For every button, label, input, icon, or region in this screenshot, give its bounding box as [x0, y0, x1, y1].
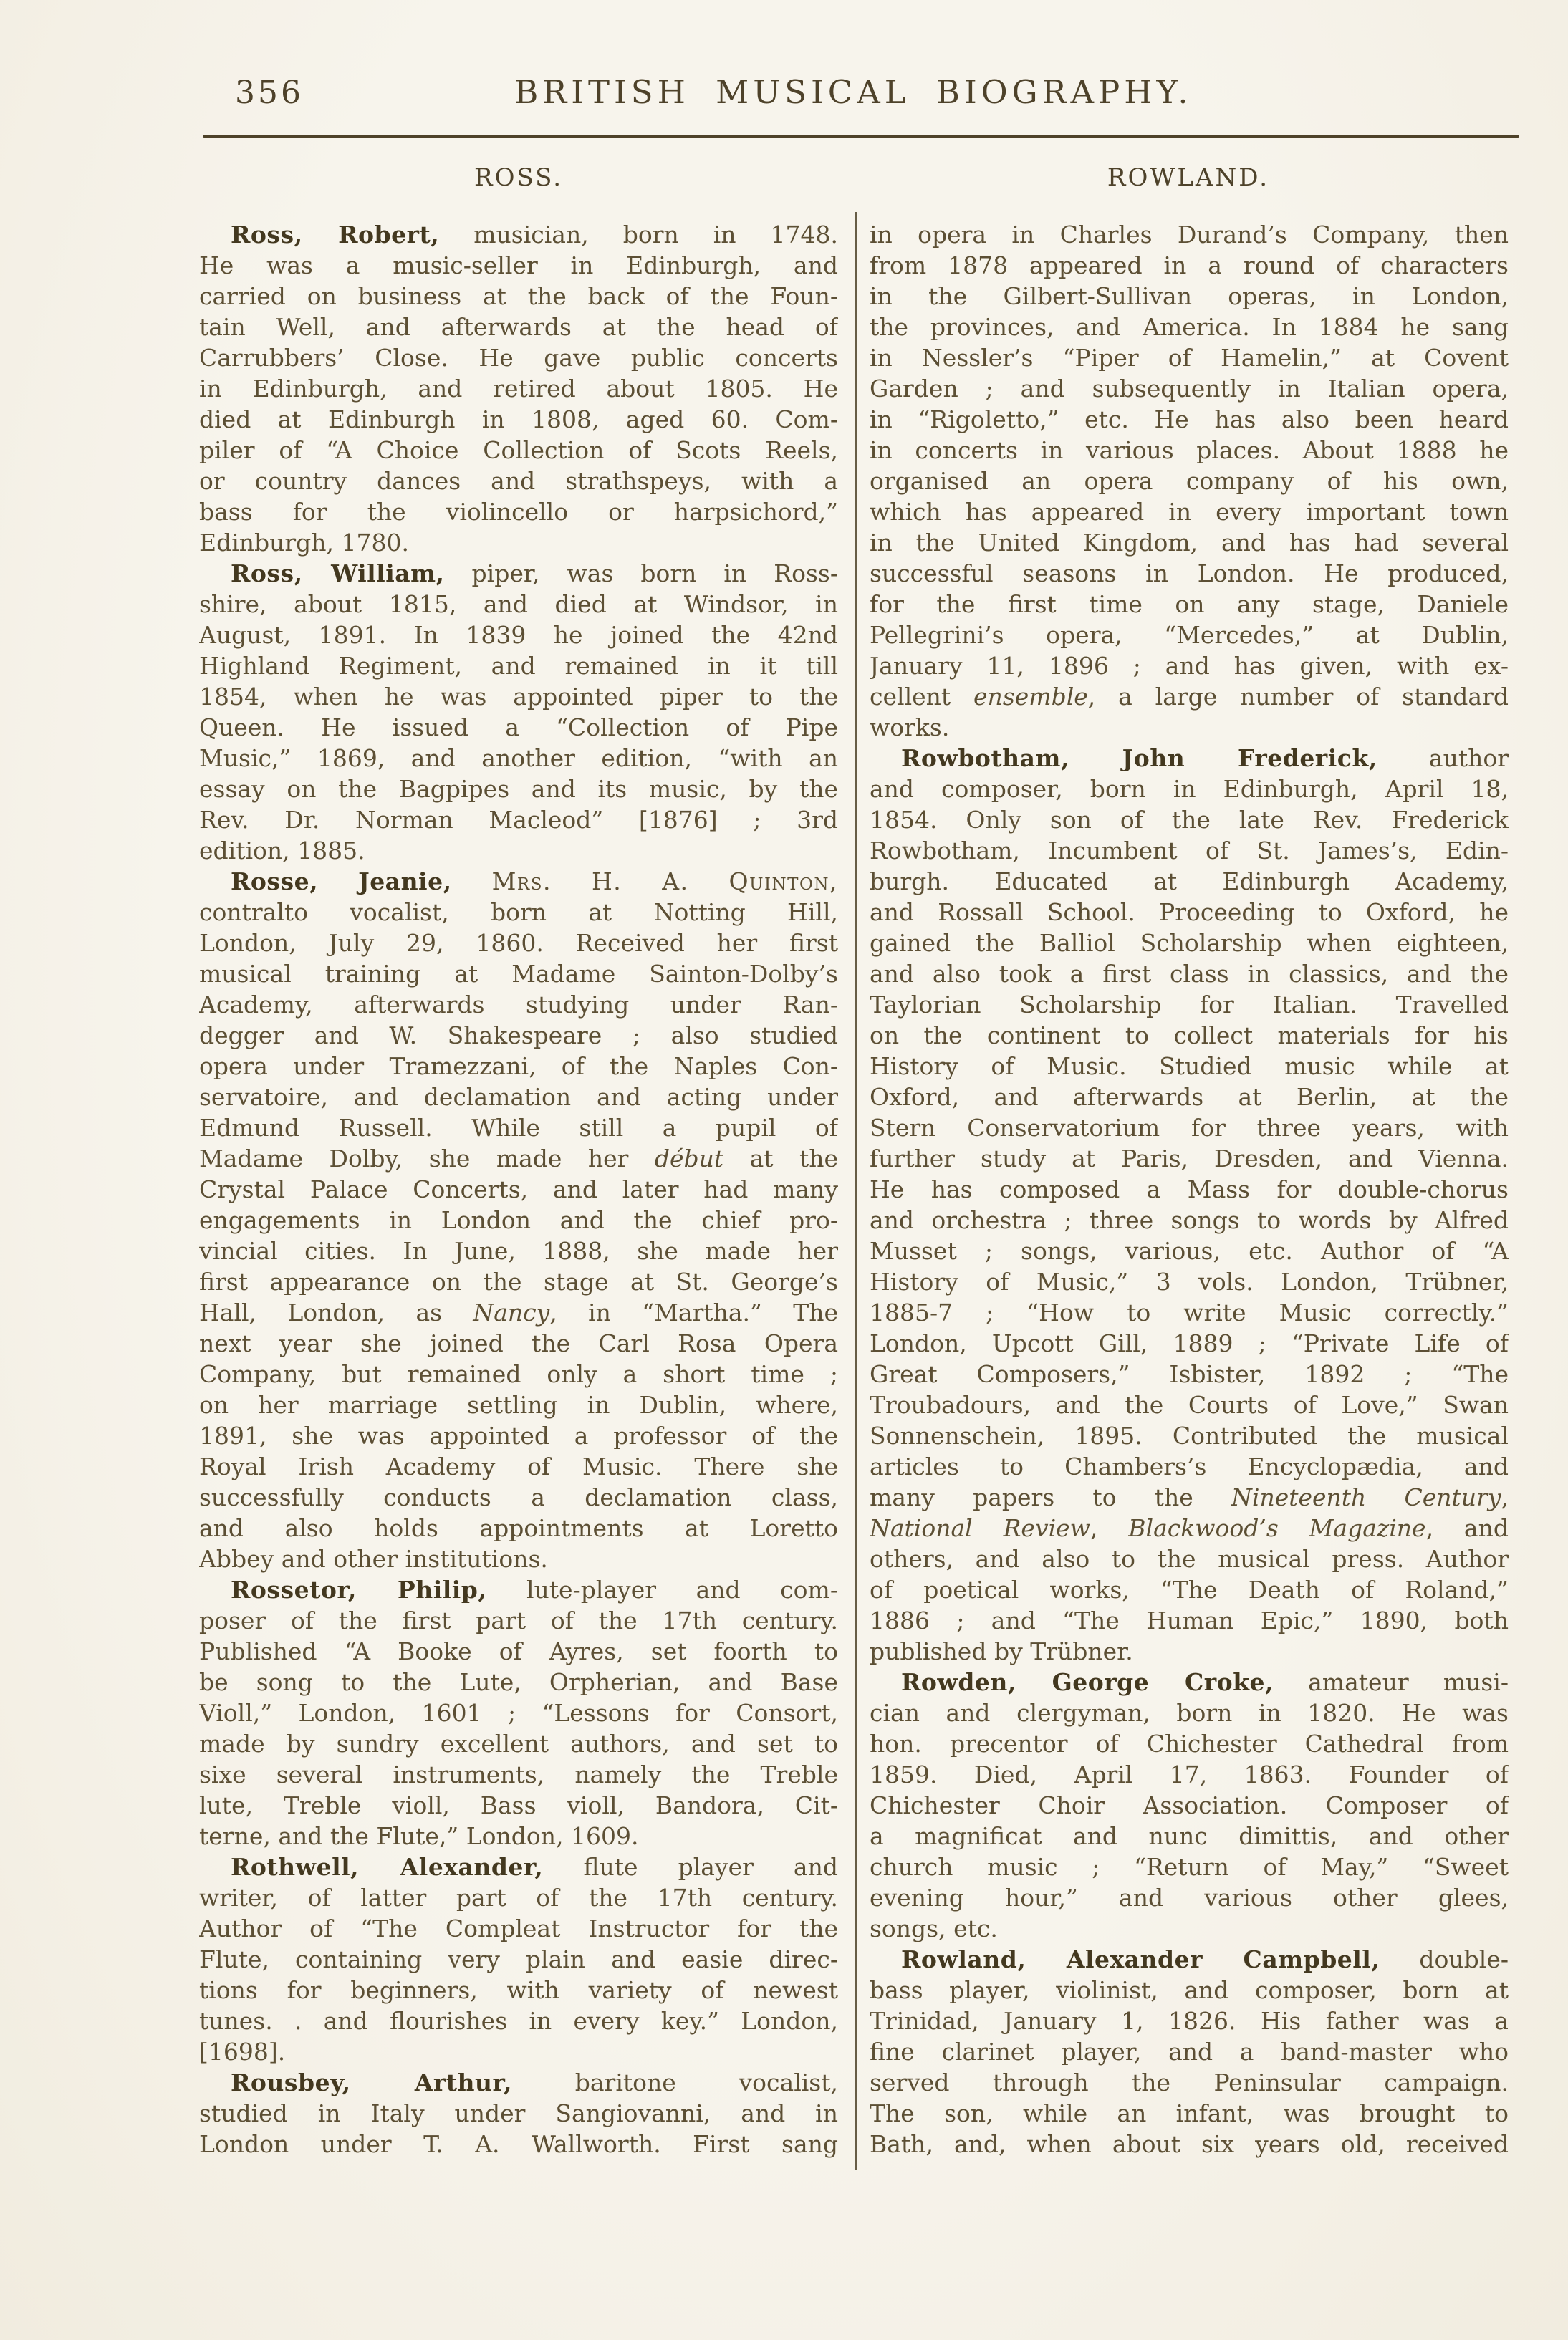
- text-line: [870, 1205, 1509, 1236]
- entry-text: lute, Treble violl, Bass violl, Bandora, Cit-: [199, 1791, 838, 1819]
- entry-name: Rowbotham, John Frederick,: [901, 744, 1377, 772]
- text-line: [199, 1513, 838, 1544]
- text-line: [870, 928, 1509, 958]
- entry-text: Flute, containing very plain and easie direc-: [199, 1945, 838, 1973]
- text-line: [199, 558, 838, 589]
- entry-name: Ross, Robert,: [231, 221, 440, 249]
- text-line: [870, 1236, 1509, 1266]
- entry-text: He was a music-seller in Edinburgh, and: [199, 251, 838, 279]
- entry-text: church music ; “Return of May,” “Sweet: [870, 1853, 1509, 1881]
- entry-text: Highland Regiment, and remained in it till: [199, 652, 838, 680]
- text-line: [870, 2036, 1509, 2067]
- text-line: [199, 620, 838, 650]
- entry-text: in Nessler’s “Piper of Hamelin,” at Covent: [870, 344, 1509, 372]
- text-line: [870, 404, 1509, 435]
- text-line: [870, 589, 1509, 620]
- text-line: [199, 281, 838, 312]
- entry-text: first appearance on the stage at St. George’s: [199, 1268, 838, 1296]
- entry-text: Music,” 1869, and another edition, “with an: [199, 744, 838, 772]
- text-line: [870, 681, 1509, 712]
- text-line: [870, 1944, 1509, 1975]
- entry-text: Crystal Palace Concerts, and later had many: [199, 1175, 838, 1203]
- text-line: [870, 1759, 1509, 1790]
- entry-text: 1885-7 ; “How to write Music correctly.”: [870, 1299, 1509, 1327]
- text-line: [870, 1297, 1509, 1328]
- entry-text: History of Music,” 3 vols. London, Trübner,: [870, 1268, 1509, 1296]
- text-line: [870, 527, 1509, 558]
- text-line: [870, 312, 1509, 342]
- entry-text: carried on business at the back of the Foun-: [199, 282, 838, 310]
- entry-text: piper, was born in Ross-: [444, 559, 838, 587]
- entry-text: in Edinburgh, and retired about 1805. He: [199, 375, 838, 403]
- entry-text: a magnificat and nunc dimittis, and other: [870, 1822, 1509, 1850]
- text-line: [870, 435, 1509, 466]
- text-line: [870, 1482, 1509, 1513]
- biography-entry: [870, 1667, 1509, 1944]
- entry-text: Bath, and, when about six years old, received: [870, 2130, 1509, 2158]
- entry-text: in “Rigoletto,” etc. He has also been heard: [870, 405, 1509, 433]
- text-line: [870, 1544, 1509, 1574]
- text-line: [199, 1852, 838, 1882]
- text-line: [870, 835, 1509, 866]
- entry-text: burgh. Educated at Edinburgh Academy,: [870, 867, 1509, 895]
- text-line: [199, 743, 838, 774]
- entry-text: cellent: [870, 683, 974, 711]
- text-line: [870, 774, 1509, 804]
- text-line: [870, 1420, 1509, 1451]
- entry-text: , a large number of standard: [1087, 683, 1509, 711]
- text-line: [870, 1020, 1509, 1051]
- text-line: [199, 404, 838, 435]
- entry-text: ensemble: [973, 683, 1088, 711]
- column-divider: [855, 212, 857, 2170]
- entry-text: essay on the Bagpipes and its music, by the: [199, 775, 838, 803]
- text-line: [870, 1174, 1509, 1205]
- entry-text: Chichester Choir Association. Composer of: [870, 1791, 1509, 1819]
- entry-name: Rosse, Jeanie,: [231, 867, 452, 895]
- entry-text: for the first time on any stage, Daniele: [870, 590, 1509, 618]
- entry-text: Hall, London, as: [199, 1299, 473, 1327]
- entry-text: from 1878 appeared in a round of characters: [870, 251, 1509, 279]
- text-line: [870, 219, 1509, 250]
- text-line: [870, 866, 1509, 897]
- text-line: [870, 1266, 1509, 1297]
- entry-text: Rev. Dr. Norman Macleod” [1876] ; 3rd: [199, 806, 838, 834]
- running-head-left: ROSS.: [473, 163, 564, 192]
- entry-text: and composer, born in Edinburgh, April 18,: [870, 775, 1509, 803]
- entry-text: articles to Chambers’s Encyclopædia, and: [870, 1453, 1509, 1480]
- entry-text: which has appeared in every important town: [870, 498, 1509, 526]
- text-line: [870, 1451, 1509, 1482]
- entry-text: Royal Irish Academy of Music. There she: [199, 1453, 838, 1480]
- entry-text: [1698].: [199, 2038, 286, 2066]
- text-line: [870, 1359, 1509, 1390]
- text-line: [870, 1667, 1509, 1698]
- text-line: [199, 2036, 838, 2067]
- text-line: [199, 712, 838, 743]
- entry-text: Author of “The Compleat Instructor for the: [199, 1915, 838, 1942]
- text-line: [870, 804, 1509, 835]
- entry-text: contralto vocalist, born at Notting Hill,: [199, 898, 838, 926]
- text-line: [199, 1051, 838, 1082]
- text-line: [199, 219, 838, 250]
- entry-text: Musset ; songs, various, etc. Author of “A: [870, 1237, 1509, 1265]
- text-line: [199, 835, 838, 866]
- entry-text: opera under Tramezzani, of the Naples Con-: [199, 1052, 838, 1080]
- entry-text: sixe several instruments, namely the Treble: [199, 1761, 838, 1788]
- entry-text: piler of “A Choice Collection of Scots Reels,: [199, 436, 838, 464]
- entry-text: musical training at Madame Sainton-Dolby’s: [199, 960, 838, 988]
- entry-name: Ross, William,: [231, 559, 445, 587]
- text-line: [870, 496, 1509, 527]
- entry-text: and also holds appointments at Loretto: [199, 1514, 838, 1542]
- text-line: [870, 1082, 1509, 1112]
- entry-text: of poetical works, “The Death of Roland,”: [870, 1576, 1509, 1604]
- text-line: [199, 1451, 838, 1482]
- entry-text: author: [1377, 744, 1509, 772]
- entry-text: début: [654, 1145, 724, 1173]
- text-line: [199, 1482, 838, 1513]
- entry-text: Company, but remained only a short time ;: [199, 1360, 838, 1388]
- entry-text: next year she joined the Carl Rosa Opera: [199, 1329, 838, 1357]
- page-title: BRITISH MUSICAL BIOGRAPHY.: [514, 73, 1193, 111]
- text-line: [199, 589, 838, 620]
- entry-text: terne, and the Flute,” London, 1609.: [199, 1822, 639, 1850]
- entry-text: ,: [1501, 1483, 1509, 1511]
- entry-text: bass player, violinist, and composer, born at: [870, 1976, 1509, 2004]
- biography-entry: [870, 219, 1509, 743]
- text-line: [870, 1605, 1509, 1636]
- entry-text: shire, about 1815, and died at Windsor, in: [199, 590, 838, 618]
- text-line: [199, 1821, 838, 1852]
- text-line: [199, 527, 838, 558]
- entry-text: Violl,” London, 1601 ; “Lessons for Consort,: [199, 1699, 838, 1727]
- text-line: [199, 774, 838, 804]
- entry-text: others, and also to the musical press. Author: [870, 1545, 1509, 1573]
- text-line: [199, 804, 838, 835]
- text-line: [199, 1790, 838, 1821]
- text-line: [870, 466, 1509, 496]
- entry-text: fine clarinet player, and a band-master who: [870, 2038, 1509, 2066]
- text-line: [870, 1882, 1509, 1913]
- entry-text: The son, while an infant, was brought to: [870, 2099, 1509, 2127]
- entry-text: songs, etc.: [870, 1915, 998, 1942]
- entry-text: on her marriage settling in Dublin, where,: [199, 1391, 838, 1419]
- entry-text: gained the Balliol Scholarship when eighteen,: [870, 929, 1509, 957]
- text-line: [199, 1759, 838, 1790]
- entry-text: in opera in Charles Durand’s Company, then: [870, 221, 1509, 249]
- entry-text: made by sundry excellent authors, and set to: [199, 1730, 838, 1758]
- entry-text: Rowbotham, Incumbent of St. James’s, Edin-: [870, 837, 1509, 865]
- text-line: [199, 897, 838, 928]
- text-line: [199, 1266, 838, 1297]
- text-line: [199, 466, 838, 496]
- entry-text: organised an opera company of his own,: [870, 467, 1509, 495]
- text-line: [870, 2098, 1509, 2129]
- text-line: [199, 1328, 838, 1359]
- entry-name: Rossetor, Philip,: [231, 1576, 487, 1604]
- entry-text: bass for the violincello or harpsichord,”: [199, 498, 838, 526]
- text-line: [199, 1143, 838, 1174]
- entry-name: Rowden, George Croke,: [901, 1668, 1274, 1696]
- entry-text: Blackwood’s Magazine: [1128, 1514, 1426, 1542]
- text-line: [199, 1698, 838, 1728]
- entry-text: London, July 29, 1860. Received her first: [199, 929, 838, 957]
- entry-text: at the: [723, 1145, 838, 1173]
- entry-text: works.: [870, 713, 950, 741]
- text-line: [870, 1821, 1509, 1852]
- entry-text: in the Gilbert-Sullivan operas, in London,: [870, 282, 1509, 310]
- text-line: [199, 1728, 838, 1759]
- text-line: [870, 2006, 1509, 2036]
- entry-text: served through the Peninsular campaign.: [870, 2069, 1509, 2096]
- entry-text: January 11, 1896 ; and has given, with ex-: [870, 652, 1509, 680]
- text-line: [870, 1051, 1509, 1082]
- entry-text: tions for beginners, with variety of newest: [199, 1976, 838, 2004]
- entry-text: baritone vocalist,: [512, 2069, 838, 2096]
- text-line: [199, 496, 838, 527]
- biography-entry: [199, 1574, 838, 1852]
- entry-text: further study at Paris, Dresden, and Vienna.: [870, 1145, 1509, 1173]
- entry-text: successfully conducts a declamation class,: [199, 1483, 838, 1511]
- text-line: [199, 928, 838, 958]
- text-line: [870, 1790, 1509, 1821]
- entry-text: and orchestra ; three songs to words by Alfred: [870, 1206, 1509, 1234]
- text-line: [199, 1236, 838, 1266]
- text-line: [199, 2067, 838, 2098]
- text-line: [199, 650, 838, 681]
- text-line: [870, 1574, 1509, 1605]
- running-head-right: ROWLAND.: [1107, 163, 1270, 192]
- text-line: [870, 1143, 1509, 1174]
- entry-text: London under T. A. Wallworth. First sang: [199, 2130, 838, 2158]
- biography-entry: [199, 219, 838, 558]
- text-line: [870, 2067, 1509, 2098]
- text-line: [870, 2129, 1509, 2160]
- entry-text: Madame Dolby, she made her: [199, 1145, 655, 1173]
- text-line: [199, 250, 838, 281]
- entry-text: Great Composers,” Isbister, 1892 ; “The: [870, 1360, 1509, 1388]
- text-line: [199, 1112, 838, 1143]
- entry-text: many papers to the: [870, 1483, 1232, 1511]
- text-line: [870, 373, 1509, 404]
- entry-text: Troubadours, and the Courts of Love,” Swan: [870, 1391, 1509, 1419]
- entry-text: Sonnenschein, 1895. Contributed the musical: [870, 1422, 1509, 1450]
- biography-entry: [199, 1852, 838, 2067]
- column-right: [870, 219, 1509, 2160]
- entry-text: 1859. Died, April 17, 1863. Founder of: [870, 1761, 1509, 1788]
- entry-text: Edmund Russell. While still a pupil of: [199, 1114, 838, 1142]
- text-line: [870, 1513, 1509, 1544]
- text-line: [870, 712, 1509, 743]
- entry-text: tunes. . and flourishes in every key.” London,: [199, 2007, 838, 2035]
- entry-text: be song to the Lute, Orpherian, and Base: [199, 1668, 838, 1696]
- entry-text: engagements in London and the chief pro-: [199, 1206, 838, 1234]
- entry-text: published by Trübner.: [870, 1637, 1133, 1665]
- text-line: [870, 620, 1509, 650]
- biography-entry: [199, 558, 838, 866]
- text-line: [199, 1082, 838, 1112]
- text-line: [870, 650, 1509, 681]
- biography-entry: [870, 1944, 1509, 2160]
- entry-text: studied in Italy under Sangiovanni, and in: [199, 2099, 838, 2127]
- text-line: [870, 958, 1509, 989]
- entry-text: writer, of latter part of the 17th century.: [199, 1884, 838, 1912]
- text-line: [870, 989, 1509, 1020]
- entry-text: Mrs. H. A. Quinton,: [451, 867, 838, 895]
- text-line: [199, 989, 838, 1020]
- entry-text: vincial cities. In June, 1888, she made her: [199, 1237, 838, 1265]
- header-rule: [203, 135, 1519, 138]
- text-line: [870, 1913, 1509, 1944]
- text-line: [199, 2129, 838, 2160]
- text-line: [199, 1359, 838, 1390]
- text-line: [199, 681, 838, 712]
- text-line: [199, 1882, 838, 1913]
- text-line: [199, 1020, 838, 1051]
- text-line: [199, 1913, 838, 1944]
- entry-text: double-: [1380, 1945, 1509, 1973]
- entry-text: degger and W. Shakespeare ; also studied: [199, 1021, 838, 1049]
- entry-text: Academy, afterwards studying under Ran-: [199, 991, 838, 1019]
- entry-text: Pellegrini’s opera, “Mercedes,” at Dublin,: [870, 621, 1509, 649]
- entry-text: Nancy: [473, 1299, 550, 1327]
- entry-text: the provinces, and America. In 1884 he sang: [870, 313, 1509, 341]
- entry-text: musician, born in 1748.: [439, 221, 838, 249]
- entry-text: Nineteenth Century: [1231, 1483, 1501, 1511]
- text-line: [199, 1574, 838, 1605]
- text-line: [870, 743, 1509, 774]
- entry-text: Trinidad, January 1, 1826. His father was a: [870, 2007, 1509, 2035]
- text-line: [870, 1975, 1509, 2006]
- entry-text: and Rossall School. Proceeding to Oxford, he: [870, 898, 1509, 926]
- page-number: 356: [235, 74, 304, 111]
- entry-text: Queen. He issued a “Collection of Pipe: [199, 713, 838, 741]
- entry-text: tain Well, and afterwards at the head of: [199, 313, 838, 341]
- biography-entry: [199, 866, 838, 1574]
- text-line: [870, 1328, 1509, 1359]
- entry-text: Stern Conservatorium for three years, with: [870, 1114, 1509, 1142]
- text-line: [199, 1636, 838, 1667]
- entry-text: 1854, when he was appointed piper to the: [199, 683, 838, 711]
- text-line: [199, 2098, 838, 2129]
- column-left: [199, 219, 838, 2160]
- entry-text: Garden ; and subsequently in Italian opera,: [870, 375, 1509, 403]
- text-line: [199, 958, 838, 989]
- entry-text: He has composed a Mass for double-chorus: [870, 1175, 1509, 1203]
- entry-text: in concerts in various places. About 1888 he: [870, 436, 1509, 464]
- entry-text: London, Upcott Gill, 1889 ; “Private Life of: [870, 1329, 1509, 1357]
- entry-text: poser of the first part of the 17th century.: [199, 1607, 838, 1634]
- text-line: [870, 1698, 1509, 1728]
- text-line: [870, 342, 1509, 373]
- text-line: [199, 1605, 838, 1636]
- text-line: [870, 1390, 1509, 1420]
- entry-text: 1886 ; and “The Human Epic,” 1890, both: [870, 1607, 1509, 1634]
- entry-text: cian and clergyman, born in 1820. He was: [870, 1699, 1509, 1727]
- text-line: [870, 281, 1509, 312]
- text-line: [199, 435, 838, 466]
- entry-text: died at Edinburgh in 1808, aged 60. Com-: [199, 405, 838, 433]
- entry-text: Taylorian Scholarship for Italian. Travelled: [870, 991, 1509, 1019]
- text-line: [870, 1636, 1509, 1667]
- entry-text: Abbey and other institutions.: [199, 1545, 548, 1573]
- text-line: [199, 342, 838, 373]
- text-line: [199, 1944, 838, 1975]
- entry-text: servatoire, and declamation and acting under: [199, 1083, 838, 1111]
- text-line: [870, 1728, 1509, 1759]
- entry-text: Oxford, and afterwards at Berlin, at the: [870, 1083, 1509, 1111]
- text-line: [199, 1667, 838, 1698]
- entry-text: hon. precentor of Chichester Cathedral from: [870, 1730, 1509, 1758]
- entry-text: successful seasons in London. He produced,: [870, 559, 1509, 587]
- entry-text: flute player and: [543, 1853, 838, 1881]
- text-line: [199, 1297, 838, 1328]
- entry-text: evening hour,” and various other glees,: [870, 1884, 1509, 1912]
- entry-text: or country dances and strathspeys, with a: [199, 467, 838, 495]
- entry-text: , in “Martha.” The: [549, 1299, 838, 1327]
- entry-text: National Review: [870, 1514, 1090, 1542]
- entry-text: in the United Kingdom, and has had several: [870, 529, 1509, 557]
- entry-text: ,: [1090, 1514, 1129, 1542]
- text-line: [199, 373, 838, 404]
- entry-text: August, 1891. In 1839 he joined the 42nd: [199, 621, 838, 649]
- entry-text: and also took a first class in classics, and the: [870, 960, 1509, 988]
- text-line: [870, 250, 1509, 281]
- entry-text: edition, 1885.: [199, 837, 365, 865]
- text-line: [870, 897, 1509, 928]
- entry-text: History of Music. Studied music while at: [870, 1052, 1509, 1080]
- text-line: [870, 1852, 1509, 1882]
- entry-text: on the continent to collect materials for his: [870, 1021, 1509, 1049]
- text-line: [199, 866, 838, 897]
- entry-text: Carrubbers’ Close. He gave public concerts: [199, 344, 838, 372]
- biography-entry: [199, 2067, 838, 2160]
- text-line: [199, 1174, 838, 1205]
- entry-name: Rothwell, Alexander,: [231, 1853, 544, 1881]
- text-line: [870, 1112, 1509, 1143]
- biography-entry: [870, 743, 1509, 1667]
- entry-text: Edinburgh, 1780.: [199, 529, 410, 557]
- entry-name: Rowland, Alexander Campbell,: [901, 1945, 1380, 1973]
- entry-text: Published “A Booke of Ayres, set foorth to: [199, 1637, 838, 1665]
- entry-text: lute-player and com-: [486, 1576, 838, 1604]
- entry-text: amateur musi-: [1273, 1668, 1509, 1696]
- entry-text: 1891, she was appointed a professor of the: [199, 1422, 838, 1450]
- entry-name: Rousbey, Arthur,: [231, 2069, 513, 2096]
- entry-text: , and: [1425, 1514, 1509, 1542]
- text-line: [199, 1544, 838, 1574]
- text-line: [870, 558, 1509, 589]
- text-line: [199, 1420, 838, 1451]
- entry-text: 1854. Only son of the late Rev. Frederick: [870, 806, 1509, 834]
- text-line: [199, 312, 838, 342]
- text-line: [199, 1390, 838, 1420]
- text-line: [199, 2006, 838, 2036]
- text-line: [199, 1205, 838, 1236]
- text-line: [199, 1975, 838, 2006]
